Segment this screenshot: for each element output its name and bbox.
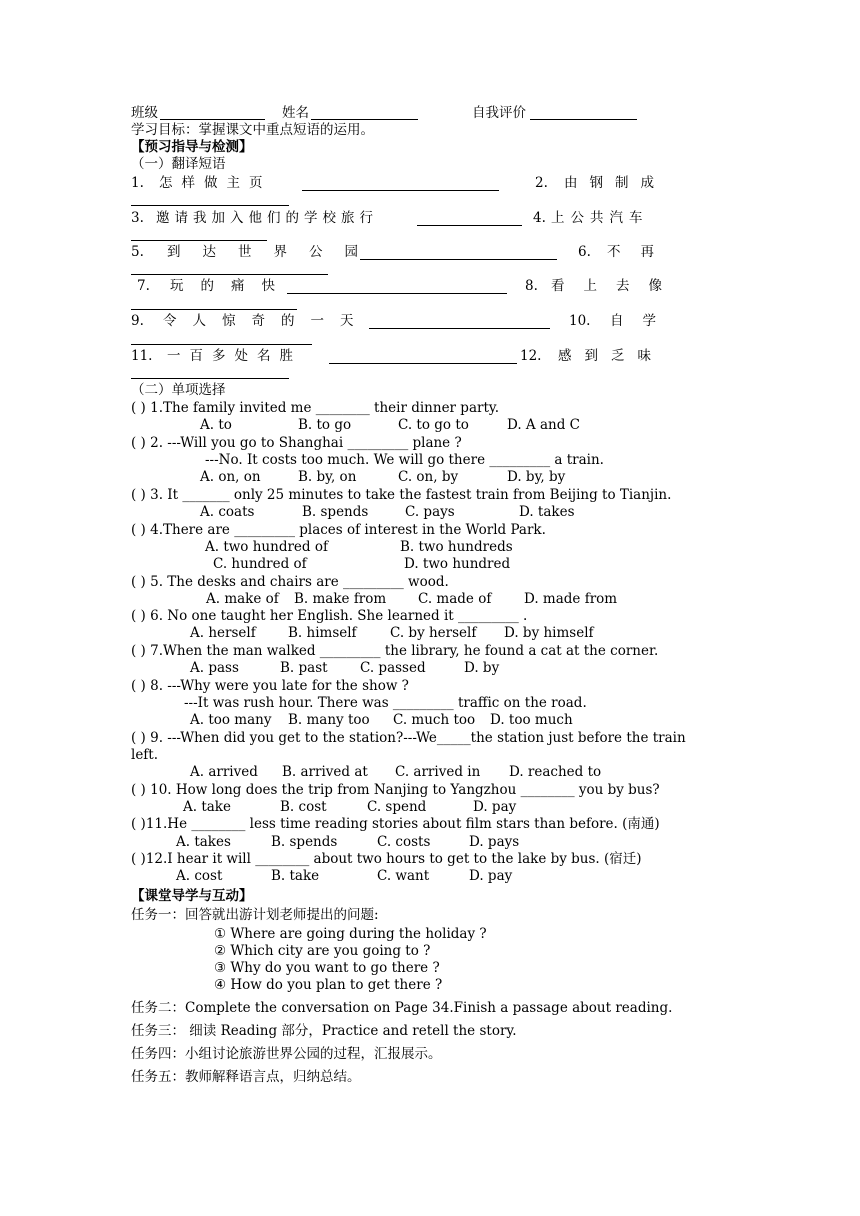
question-2-stem-2: ---No. It costs too much. We will go there _________ a train.: [205, 452, 604, 468]
option[interactable]: D. pays: [469, 834, 520, 850]
option[interactable]: C. passed: [360, 660, 426, 676]
question-8-stem: ( ) 8. ---Why were you late for the show ?: [131, 678, 409, 694]
option[interactable]: C. much too: [393, 712, 476, 728]
option[interactable]: B. spends: [271, 834, 338, 850]
phrase-num: 2.: [535, 175, 548, 191]
name-label: 姓名: [282, 105, 309, 121]
option[interactable]: C. arrived in: [395, 764, 481, 780]
phrase-text: 玩的痛快: [170, 278, 292, 294]
phrase-answer-blank[interactable]: [131, 205, 289, 206]
phrase-answer-blank[interactable]: [287, 293, 507, 294]
option[interactable]: C. on, by: [398, 469, 459, 485]
task-4: 任务四：小组讨论旅游世界公园的过程，汇报展示。: [131, 1046, 442, 1062]
phrase-text: 看上去像: [551, 278, 681, 294]
option[interactable]: B. himself: [288, 625, 357, 641]
option[interactable]: B. spends: [302, 504, 369, 520]
phrase-text: 自学: [610, 313, 675, 329]
option[interactable]: C. by herself: [390, 625, 477, 641]
option[interactable]: A. on, on: [200, 469, 261, 485]
option[interactable]: D. too much: [490, 712, 573, 728]
option[interactable]: B. by, on: [298, 469, 357, 485]
option[interactable]: C. made of: [418, 591, 492, 607]
self-eval-label: 自我评价: [472, 105, 526, 121]
option[interactable]: B. arrived at: [282, 764, 368, 780]
phrase-answer-blank[interactable]: [369, 328, 550, 329]
option[interactable]: A. too many: [190, 712, 272, 728]
question-1-stem: ( ) 1.The family invited me ________ their dinner party.: [131, 400, 500, 416]
self-eval-blank[interactable]: [530, 119, 637, 120]
phrase-text: 由钢制成: [564, 175, 666, 191]
option[interactable]: D. A and C: [507, 417, 580, 433]
question-7-stem: ( ) 7.When the man walked _________ the library, he found a cat at the corner.: [131, 643, 659, 659]
phrase-text: 不再: [607, 244, 674, 260]
option[interactable]: C. hundred of: [213, 556, 307, 572]
option[interactable]: B. make from: [294, 591, 387, 607]
section-title-preview: 【预习指导与检测】: [131, 139, 253, 155]
option[interactable]: B. past: [280, 660, 328, 676]
phrase-num: 4.: [533, 210, 546, 226]
task-1-item: ① Where are going during the holiday ?: [214, 926, 487, 942]
option[interactable]: D. reached to: [509, 764, 602, 780]
option[interactable]: A. make of: [206, 591, 279, 607]
task-1-item: ④ How do you plan to get there ?: [214, 977, 443, 993]
name-blank[interactable]: [311, 119, 418, 120]
option[interactable]: C. want: [377, 868, 430, 884]
learning-objective: 学习目标：掌握课文中重点短语的运用。: [131, 122, 374, 138]
task-1-item: ② Which city are you going to ?: [214, 943, 431, 959]
option[interactable]: C. pays: [405, 504, 455, 520]
phrase-answer-blank[interactable]: [131, 309, 297, 310]
class-blank[interactable]: [160, 119, 265, 120]
phrase-answer-blank[interactable]: [131, 274, 328, 275]
phrase-answer-blank[interactable]: [131, 240, 267, 241]
phrase-num: 11.: [131, 348, 153, 364]
phrase-text: 到达世界公园: [167, 244, 380, 260]
option[interactable]: A. to: [200, 417, 232, 433]
option[interactable]: D. made from: [524, 591, 618, 607]
option[interactable]: D. by himself: [504, 625, 594, 641]
option[interactable]: A. coats: [200, 504, 255, 520]
question-9-stem: ( ) 9. ---When did you get to the station?---We_____the station just before the train: [131, 730, 686, 746]
question-12-stem: ( )12.I hear it will ________ about two hours to get to the lake by bus. (宿迁): [131, 851, 642, 867]
option[interactable]: A. arrived: [190, 764, 258, 780]
phrase-text: 怎样做主页: [159, 175, 272, 191]
section-title-classroom: 【课堂导学与互动】: [131, 888, 253, 904]
option[interactable]: D. pay: [469, 868, 513, 884]
option[interactable]: C. costs: [377, 834, 431, 850]
phrase-num: 7.: [137, 278, 150, 294]
phrase-num: 6.: [578, 244, 591, 260]
question-11-stem: ( )11.He ________ less time reading stories about film stars than before. (南通): [131, 816, 660, 832]
option[interactable]: D. two hundred: [404, 556, 511, 572]
question-6-stem: ( ) 6. No one taught her English. She learned it _________ .: [131, 608, 528, 624]
phrase-text: 感到乏味: [558, 348, 664, 364]
option[interactable]: B. cost: [280, 799, 327, 815]
option[interactable]: A. cost: [176, 868, 223, 884]
phrase-answer-blank[interactable]: [329, 363, 517, 364]
task-1-item: ③ Why do you want to go there ?: [214, 960, 440, 976]
question-3-stem: ( ) 3. It _______ only 25 minutes to take the fastest train from Beijing to Tianjin.: [131, 487, 672, 503]
question-5-stem: ( ) 5. The desks and chairs are _________ wood.: [131, 574, 449, 590]
phrase-text: 一百多处名胜: [167, 348, 302, 364]
question-8-stem-2: ---It was rush hour. There was _________ traffic on the road.: [184, 695, 587, 711]
option[interactable]: B. two hundreds: [400, 539, 513, 555]
phrase-num: 10.: [569, 313, 591, 329]
option[interactable]: B. to go: [298, 417, 352, 433]
option[interactable]: D. takes: [519, 504, 575, 520]
question-9-stem-2: left.: [131, 747, 159, 763]
phrase-text: 上公共汽车: [551, 210, 649, 226]
question-4-stem: ( ) 4.There are _________ places of interest in the World Park.: [131, 522, 546, 538]
phrase-answer-blank[interactable]: [131, 344, 312, 345]
question-10-stem: ( ) 10. How long does the trip from Nanjing to Yangzhou ________ you by bus?: [131, 782, 660, 798]
phrase-num: 8.: [525, 278, 538, 294]
question-2-stem: ( ) 2. ---Will you go to Shanghai _________ plane ?: [131, 435, 462, 451]
option[interactable]: C. to go to: [398, 417, 469, 433]
task-5: 任务五：教师解释语言点，归纳总结。: [131, 1069, 361, 1085]
task-1: 任务一：回答就出游计划老师提出的问题:: [131, 907, 379, 923]
phrase-answer-blank[interactable]: [360, 259, 557, 260]
class-label: 班级: [131, 105, 158, 121]
option[interactable]: B. take: [271, 868, 320, 884]
task-3: 任务三： 细读 Reading 部分，Practice and retell the story.: [131, 1023, 517, 1039]
option[interactable]: A. pass: [190, 660, 239, 676]
subsection-translate: （一）翻译短语: [131, 156, 226, 172]
phrase-num: 3.: [131, 210, 144, 226]
phrase-num: 5.: [131, 244, 144, 260]
phrase-answer-blank[interactable]: [417, 225, 522, 226]
option[interactable]: B. many too: [288, 712, 370, 728]
option[interactable]: D. by, by: [507, 469, 566, 485]
option[interactable]: D. by: [464, 660, 500, 676]
phrase-text: 令人惊奇的一天: [163, 313, 370, 329]
option[interactable]: D. pay: [473, 799, 517, 815]
phrase-num: 12.: [520, 348, 542, 364]
option[interactable]: A. take: [183, 799, 231, 815]
option[interactable]: C. spend: [367, 799, 427, 815]
option[interactable]: A. two hundred of: [205, 539, 328, 555]
task-2: 任务二：Complete the conversation on Page 34.Finish a passage about reading.: [131, 1000, 673, 1016]
option[interactable]: A. takes: [176, 834, 231, 850]
option[interactable]: A. herself: [190, 625, 256, 641]
subsection-choice: （二）单项选择: [131, 382, 226, 398]
phrase-answer-blank[interactable]: [302, 190, 499, 191]
phrase-answer-blank[interactable]: [131, 378, 289, 379]
phrase-num: 1.: [131, 175, 144, 191]
phrase-num: 9.: [131, 313, 144, 329]
phrase-text: 邀请我加入他们的学校旅行: [156, 210, 378, 226]
